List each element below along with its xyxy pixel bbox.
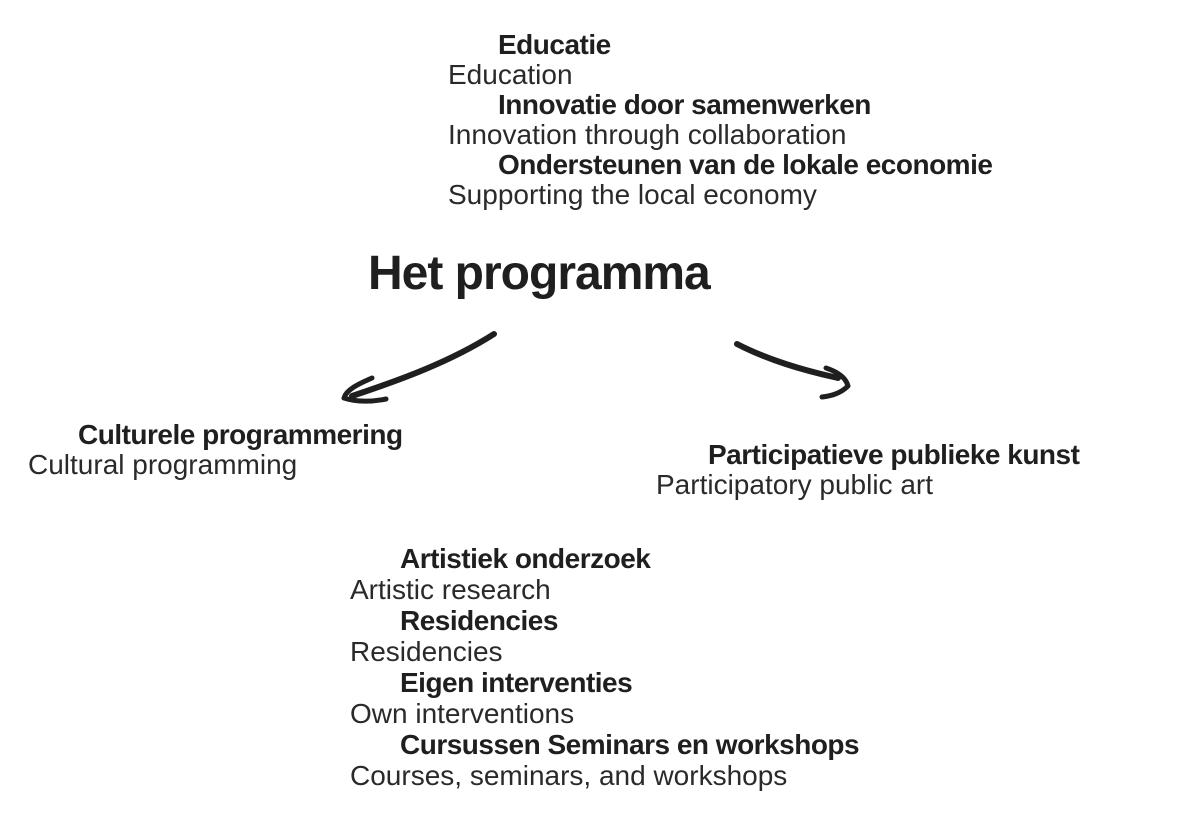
bottom-item-nl-eigen: Eigen interventies [400, 667, 633, 698]
top-item-nl-innovatie: Innovatie door samenwerken [498, 89, 871, 120]
left-branch-en: Cultural programming [28, 449, 298, 480]
left-branch-nl: Culturele programmering [78, 419, 403, 450]
bottom-item-en-courses: Courses, seminars, and workshops [350, 760, 788, 791]
right-branch-en: Participatory public art [656, 469, 934, 500]
top-item-nl-educatie: Educatie [498, 29, 611, 60]
bottom-item-list [350, 543, 859, 791]
top-item-en-innovation: Innovation through collaboration [448, 119, 847, 150]
top-item-en-supporting: Supporting the local economy [448, 179, 817, 210]
top-item-en-education: Education [448, 59, 573, 90]
right-branch [656, 440, 1079, 500]
arrow-right-icon [737, 344, 848, 397]
bottom-item-en-artistic: Artistic research [350, 574, 551, 605]
arrow-left-icon [344, 334, 494, 401]
bottom-item-nl-cursussen: Cursussen Seminars en workshops [400, 729, 860, 760]
top-item-nl-ondersteunen: Ondersteunen van de lokale economie [498, 149, 993, 180]
right-branch-nl: Participatieve publieke kunst [708, 439, 1080, 470]
left-branch [28, 420, 403, 480]
bottom-item-en-residencies: Residencies [350, 636, 503, 667]
bottom-item-en-own: Own interventions [350, 698, 575, 729]
diagram-title: Het programma [368, 247, 710, 300]
bottom-item-nl-artistiek: Artistiek onderzoek [400, 543, 651, 574]
bottom-item-nl-residencies: Residencies [400, 605, 558, 636]
